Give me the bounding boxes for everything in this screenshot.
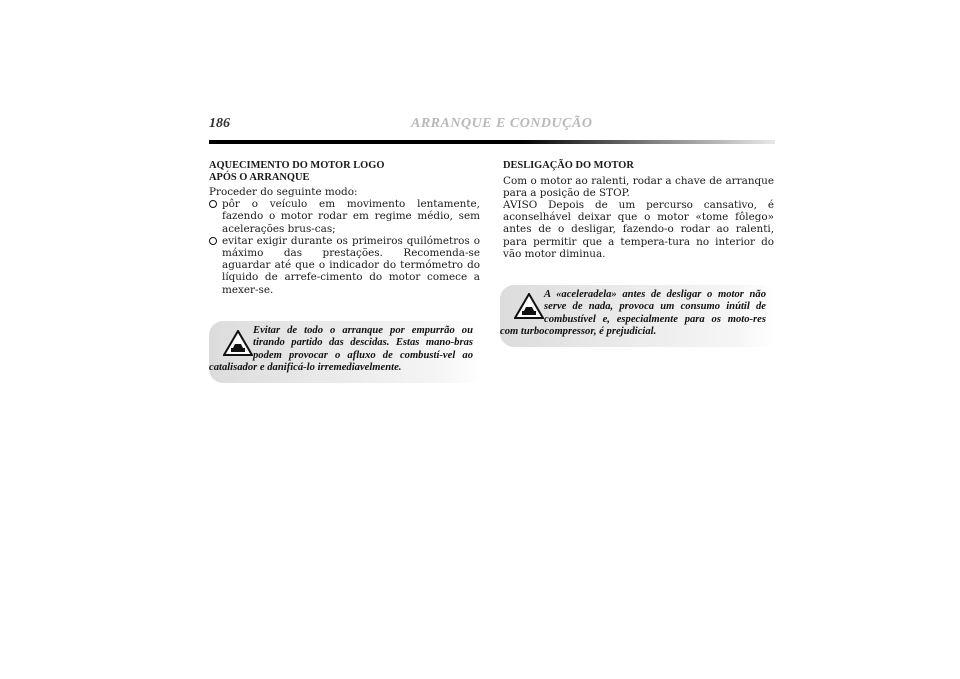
page-header <box>209 114 775 144</box>
warning-text: A «aceleradela» antes de desligar o motor não serve de nada, provoca um consumo inútil de combustível e, especialmente para os moto-res com turbocompressor, é prejudicial. <box>500 289 766 338</box>
list-item <box>209 235 480 296</box>
warning-text: Evitar de todo o arranque por empurrão ou tirando partido das descidas. Estas mano-bras podem provocar o afluxo de combustí-vel ao catalisador e danificá-lo irremediavelmente. <box>209 325 473 374</box>
heading-line: AQUECIMENTO DO MOTOR LOGO <box>209 160 385 171</box>
warning-text-block <box>209 325 473 375</box>
list-item-text: pôr o veículo em movimento lentamente, fazendo o motor rodar em regime médio, sem acelerações brus-cas; <box>222 198 480 235</box>
list-item-text: evitar exigir durante os primeiros quilómetros o máximo das prestações. Recomenda-se aguardar até que o indicador do termómetro do líquido de arrefe-cimento do motor comece a mexer-se. <box>222 234 480 296</box>
page-number: 186 <box>209 116 230 131</box>
warning-box <box>500 285 775 347</box>
section-heading-warmup <box>209 160 480 183</box>
warning-icon-slot <box>209 325 253 361</box>
warning-box <box>209 321 481 383</box>
left-column <box>209 160 480 296</box>
section-heading-shutdown: DESLIGAÇÃO DO MOTOR <box>503 160 634 171</box>
car-warning-triangle-icon <box>514 293 544 319</box>
section-title: ARRANQUE E CONDUÇÃO <box>411 116 593 131</box>
warning-text-block <box>500 289 766 339</box>
right-column <box>503 160 774 260</box>
intro-text: Proceder do seguinte modo: <box>209 186 358 198</box>
warning-icon-slot <box>500 289 544 325</box>
bullet-circle-icon <box>209 200 217 208</box>
paragraph: AVISO Depois de um percurso cansativo, é aconselhável deixar que o motor «tome fôlego» antes de o desligar, fazendo-o rodar ao ralenti, para permitir que a tempera-tura no interior do vão motor diminua. <box>503 198 774 260</box>
header-rule <box>209 140 775 144</box>
heading-line: APÓS O ARRANQUE <box>209 171 310 183</box>
bullet-circle-icon <box>209 237 217 245</box>
paragraph: Com o motor ao ralenti, rodar a chave de arranque para a posição de STOP. <box>503 174 774 199</box>
car-warning-triangle-icon <box>223 330 253 356</box>
list-item <box>209 198 480 235</box>
